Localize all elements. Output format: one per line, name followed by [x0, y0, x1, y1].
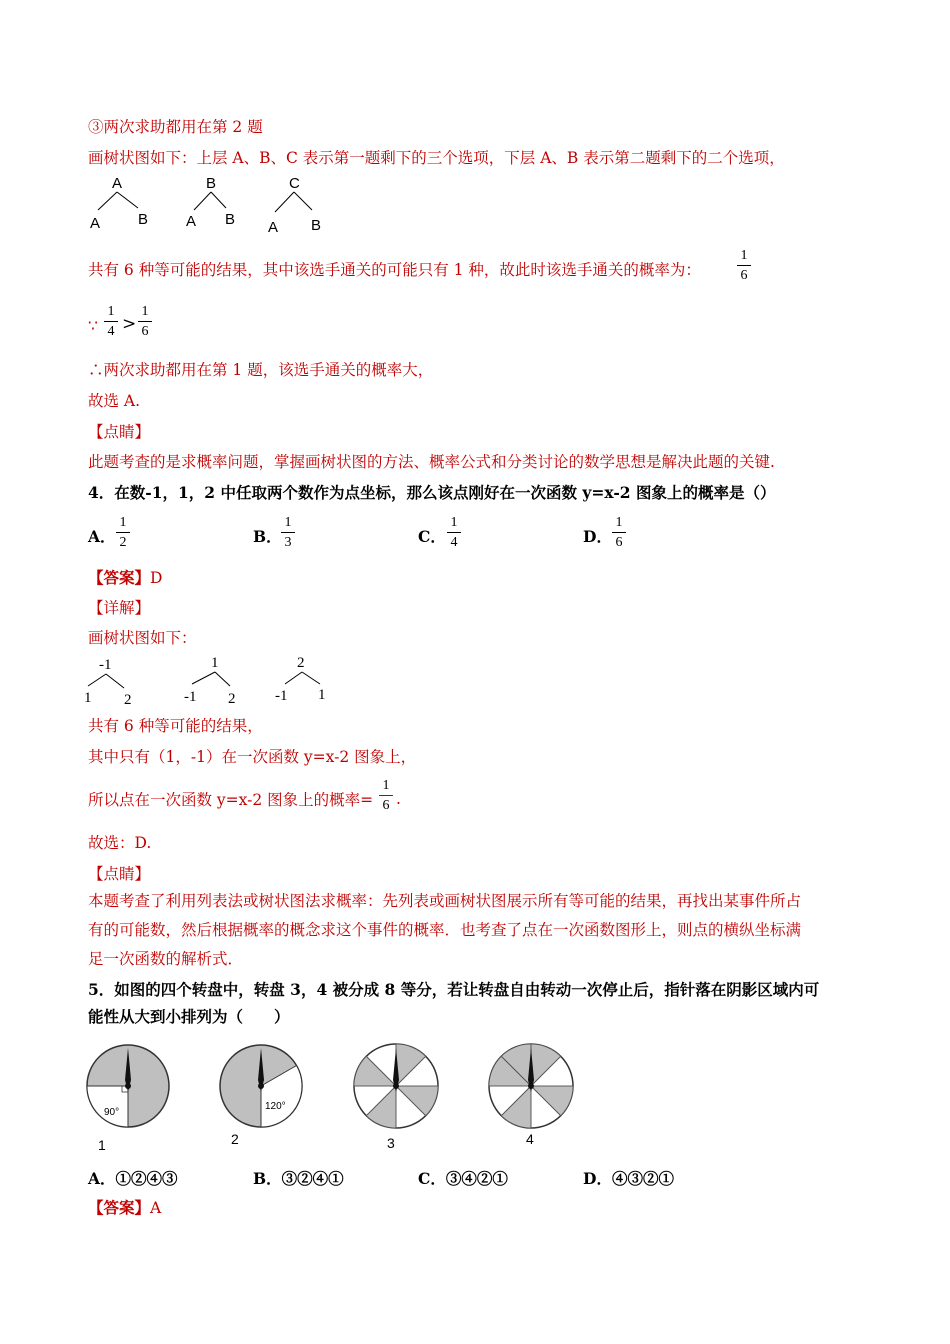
tree6-top: 2	[297, 655, 305, 671]
answer-value: D	[150, 569, 163, 587]
q4-comment-1: 本题考查了利用列表法或树状图法求概率：先列表或画树状图展示所有等可能的结果，再找出某事件所占	[88, 892, 802, 910]
answer-value: A	[150, 1199, 162, 1217]
q3-choose: 故选 A.	[88, 392, 141, 410]
cmp-left-fraction	[104, 303, 118, 340]
q3-comment: 此题考查的是求概率问题，掌握画树状图的方法、概率公式和分类讨论的数学思想是解决此题的关键.	[88, 453, 775, 471]
frac-num: 1	[450, 515, 458, 530]
frac-den: 6	[615, 535, 623, 550]
q4-option-c-fraction	[447, 514, 461, 551]
tree2-top: B	[206, 175, 217, 192]
frac-den: 6	[141, 324, 149, 339]
q4-tree-intro: 画树状图如下：	[88, 629, 197, 647]
spinner-4-label: 4	[526, 1131, 534, 1147]
q5-option-c	[418, 1167, 508, 1189]
frac-den: 3	[284, 535, 292, 550]
q3-result-fraction	[737, 247, 751, 284]
frac-num: 1	[615, 515, 623, 530]
case3-text: ③两次求助都用在第 2 题	[88, 118, 263, 136]
frac-den: 6	[382, 798, 390, 813]
q4-comment-label: 【点睛】	[88, 865, 151, 883]
frac-den: 6	[740, 268, 748, 283]
q4-option-a-label: A．	[88, 527, 116, 546]
q5-option-b	[253, 1167, 344, 1189]
tree-intro-text: 画树状图如下：上层 A、B、C 表示第一题剩下的三个选项，下层 A、B 表示第二题剩下的二个选项，	[88, 149, 785, 167]
option-text: ①②④③	[115, 1169, 178, 1188]
frac-den: 4	[450, 535, 458, 550]
tree3-top: C	[289, 175, 300, 192]
q4-choose: 故选：D.	[88, 834, 152, 852]
tree1-right: B	[138, 211, 149, 228]
q4-line2: 其中只有（1，-1）在一次函数 y=x-2 图象上，	[88, 748, 417, 766]
q4-line3: 所以点在一次函数 y=x-2 图象上的概率=	[88, 791, 374, 809]
tree5-top: 1	[211, 655, 219, 671]
q3-result-text: 共有 6 种等可能的结果，其中该选手通关的可能只有 1 种，故此时该选手通关的概率为：	[88, 261, 701, 279]
spinners-figure	[82, 1030, 602, 1155]
spinner-3	[354, 1044, 438, 1151]
frac-num: 1	[107, 304, 115, 319]
cmp-right-fraction	[138, 303, 152, 340]
q4-line1: 共有 6 种等可能的结果，	[88, 717, 263, 735]
tree6-right: 1	[318, 687, 326, 703]
tree4-left: 1	[84, 690, 92, 706]
spinner-1-label: 1	[98, 1137, 106, 1153]
frac-num: 1	[284, 515, 292, 530]
option-text: ④③②①	[611, 1169, 674, 1188]
q5-answer	[88, 1198, 161, 1218]
tree2-right: B	[225, 211, 236, 228]
option-label: D．	[583, 1169, 612, 1188]
tree3-left: A	[268, 219, 279, 236]
tree1-top: A	[112, 175, 123, 192]
q4-option-a-fraction	[116, 514, 130, 551]
therefore-text: ∴两次求助都用在第 1 题，该选手通关的概率大，	[88, 361, 434, 379]
q3-comment-label: 【点睛】	[88, 423, 151, 441]
tree5-right: 2	[228, 691, 236, 707]
q4-option-d-fraction	[612, 514, 626, 551]
q4-answer	[88, 568, 162, 588]
spinner-1-angle: 90°	[104, 1107, 120, 1118]
tree-diagram-numbers	[80, 652, 340, 712]
q4-option-c-label: C．	[418, 527, 446, 546]
q4-option-b-label: B．	[253, 527, 282, 546]
frac-num: 1	[119, 515, 127, 530]
spinner-2	[220, 1045, 302, 1147]
tree-diagram-abc	[86, 172, 346, 240]
option-label: C．	[418, 1169, 446, 1188]
q4-comment-3: 足一次函数的解析式．	[88, 950, 244, 968]
spinner-3-label: 3	[387, 1135, 395, 1151]
option-label: A．	[88, 1169, 116, 1188]
tree1-left: A	[90, 215, 101, 232]
frac-den: 2	[119, 535, 127, 550]
q5-stem-2: 能性从大到小排列为（ ）	[88, 1007, 290, 1026]
tree4-right: 2	[124, 692, 132, 708]
frac-num: 1	[382, 778, 390, 793]
spinner-4	[489, 1044, 573, 1147]
tree6-left: -1	[275, 688, 288, 704]
q4-stem: 4．在数-1，1，2 中任取两个数作为点坐标，那么该点刚好在一次函数 y=x-2 图象上的概率是（）	[88, 483, 776, 502]
q4-line3-fraction	[379, 777, 393, 814]
q4-detail-label: 【详解】	[88, 599, 151, 617]
q4-option-d-label: D．	[583, 527, 612, 546]
because-symbol: ∵	[88, 317, 98, 335]
option-label: B．	[253, 1169, 282, 1188]
period: .	[396, 790, 401, 808]
spinner-2-angle: 120°	[265, 1101, 286, 1112]
option-text: ③④②①	[445, 1169, 508, 1188]
q5-stem-1: 5．如图的四个转盘中，转盘 3，4 被分成 8 等分，若让转盘自由转动一次停止后，指针落在阴影区域内可	[88, 980, 820, 999]
q4-option-b-fraction	[281, 514, 295, 551]
answer-label: 【答案】	[88, 1198, 151, 1217]
option-text: ③②④①	[281, 1169, 344, 1188]
frac-num: 1	[141, 304, 149, 319]
tree5-left: -1	[184, 689, 197, 705]
tree3-right: B	[311, 217, 322, 234]
answer-label: 【答案】	[88, 568, 151, 587]
frac-num: 1	[740, 248, 748, 263]
spinner-1	[87, 1045, 169, 1153]
tree2-left: A	[186, 213, 197, 230]
q5-option-d	[583, 1167, 674, 1189]
q5-option-a	[88, 1167, 178, 1189]
tree4-top: -1	[99, 657, 112, 673]
frac-den: 4	[107, 324, 115, 339]
cmp-operator: >	[122, 314, 137, 334]
q4-comment-2: 有的可能数，然后根据概率的概念求这个事件的概率．也考查了点在一次函数图形上，则点的横纵坐标满	[88, 921, 802, 939]
spinner-2-label: 2	[231, 1131, 239, 1147]
